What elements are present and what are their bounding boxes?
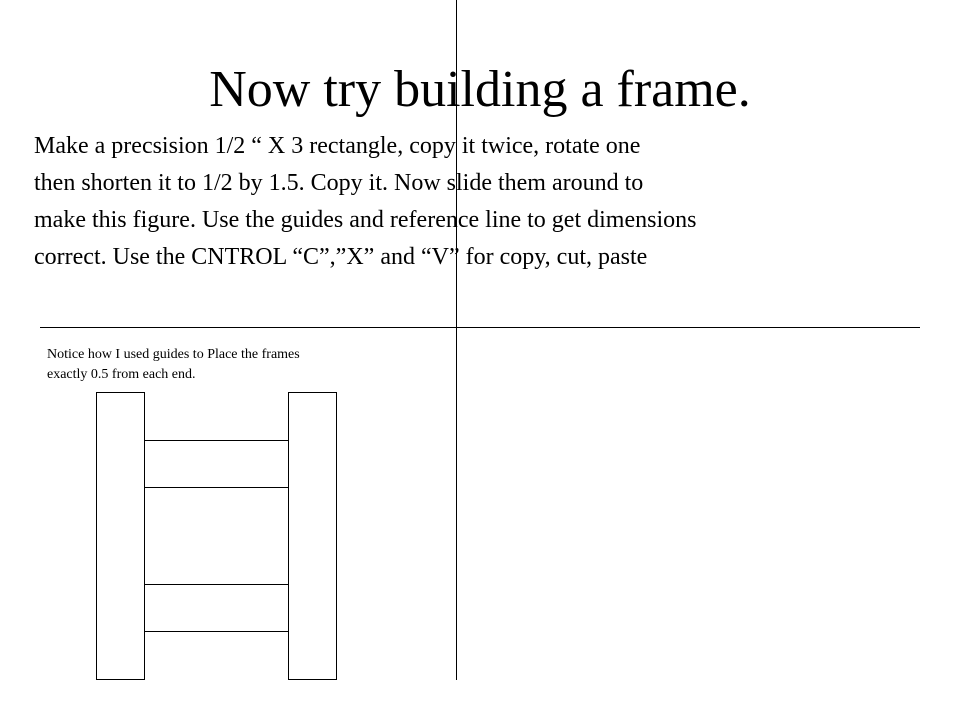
frame-right-post[interactable] [288,392,337,680]
guide-note [47,345,447,385]
instructions-line: make this figure. Use the guides and reference line to get dimensions [34,207,697,233]
instructions-line: correct. Use the CNTROL “C”,”X” and “V” for copy, cut, paste [34,244,648,270]
instructions-line: Make a precsision 1/2 “ X 3 rectangle, copy it twice, rotate one [34,133,641,159]
slide-title: Now try building a frame. [209,61,751,118]
frame-bottom-rail[interactable] [144,584,289,632]
frame-top-rail[interactable] [144,440,289,488]
frame-left-post[interactable] [96,392,145,680]
horizontal-reference-line [40,327,920,328]
note-line: Notice how I used guides to Place the frames [47,347,300,362]
note-line: exactly 0.5 from each end. [47,367,196,382]
instructions-text [34,128,934,276]
instructions-line: then shorten it to 1/2 by 1.5. Copy it. Now slide them around to [34,170,644,196]
